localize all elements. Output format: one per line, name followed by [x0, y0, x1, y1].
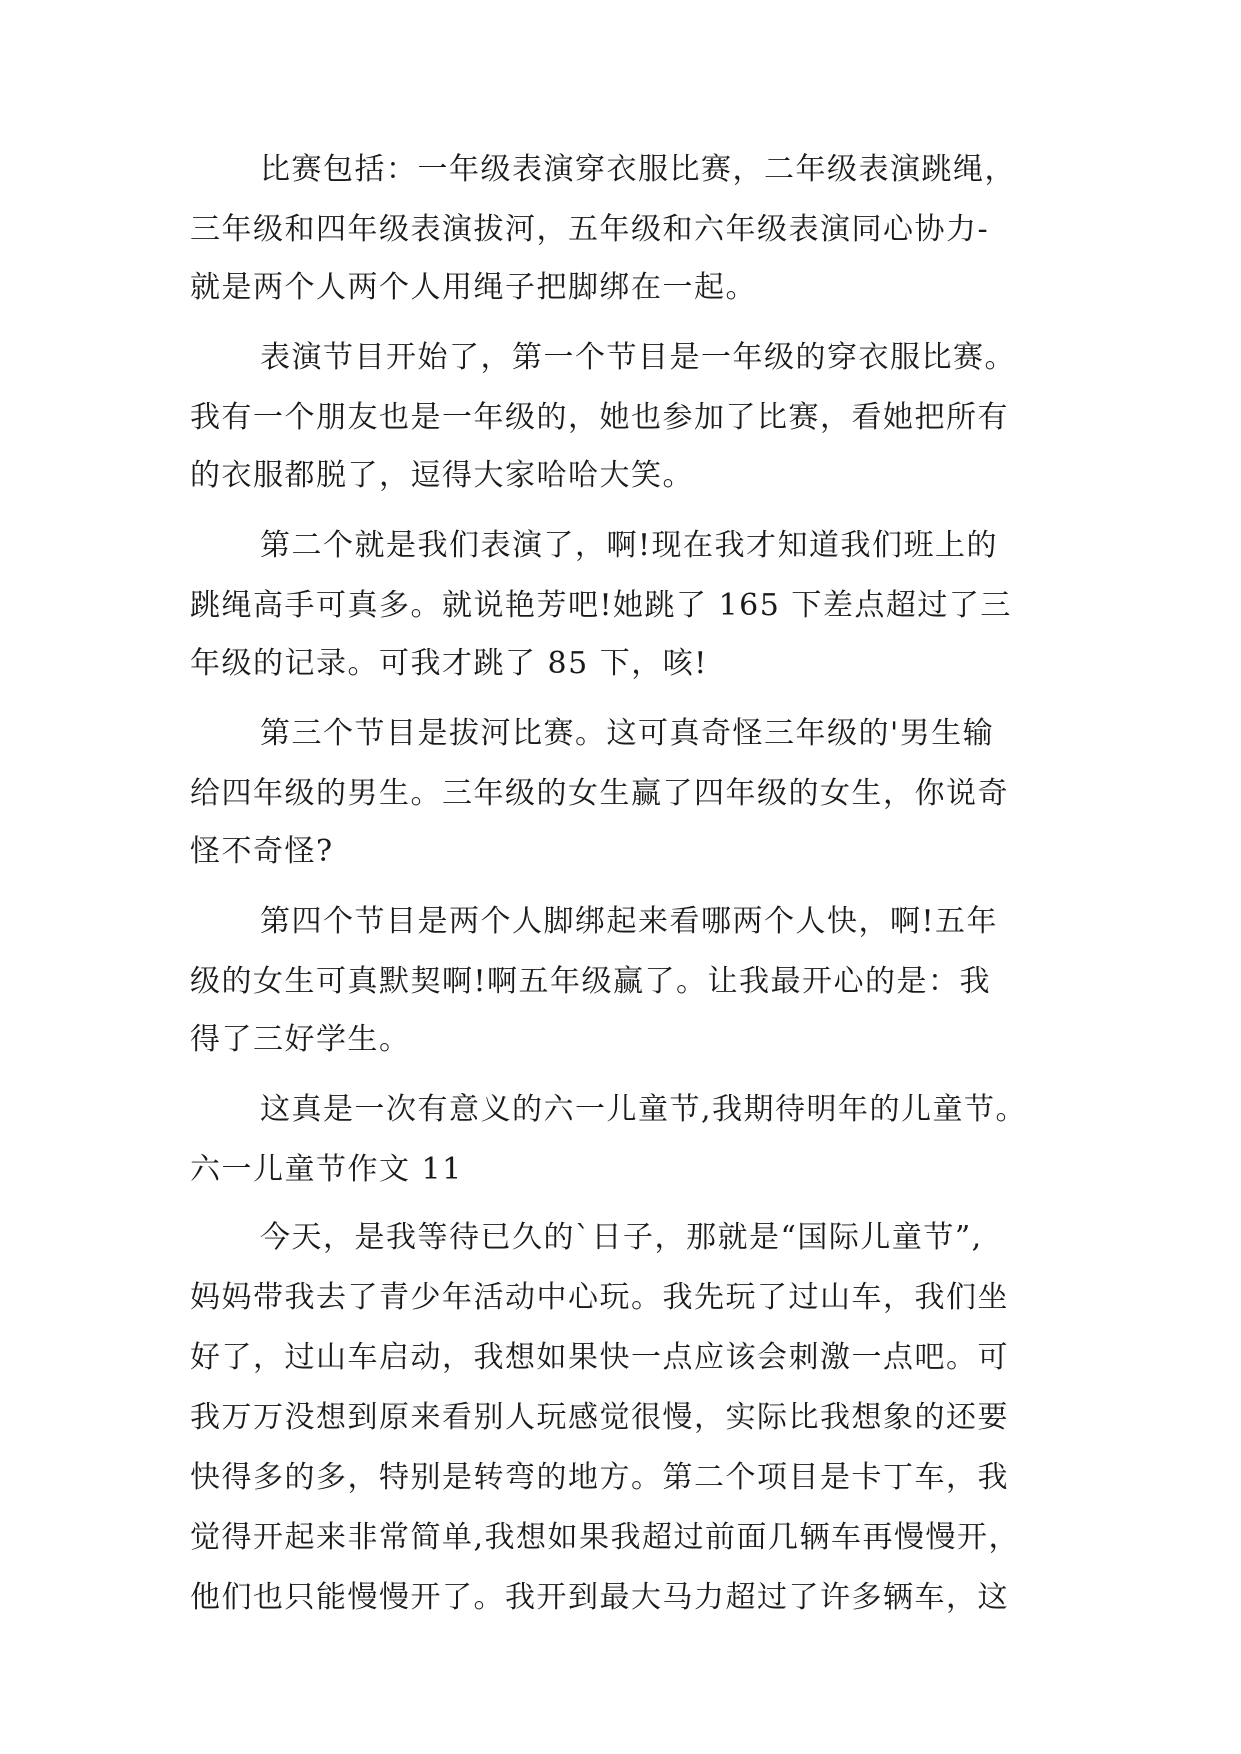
text-line: 我万万没想到原来看别人玩感觉很慢，实际比我想象的还要	[190, 1400, 1009, 1435]
text-line: 级的女生可真默契啊!啊五年级赢了。让我最开心的是：我	[190, 964, 992, 999]
text-line: 怪不奇怪?	[190, 834, 334, 869]
text-line: 觉得开起来非常简单,我想如果我超过前面几辆车再慢慢开，	[190, 1520, 1021, 1555]
text-line: 他们也只能慢慢开了。我开到最大马力超过了许多辆车，这	[190, 1580, 1009, 1615]
text-line: 第三个节目是拔河比赛。这可真奇怪三年级的'男生输	[260, 716, 995, 751]
section-heading: 六一儿童节作文 11	[190, 1152, 463, 1187]
text-line: 就是两个人两个人用绳子把脚绑在一起。	[190, 270, 757, 305]
text-line: 给四年级的男生。三年级的女生赢了四年级的女生，你说奇	[190, 776, 1009, 811]
text-line: 比赛包括：一年级表演穿衣服比赛，二年级表演跳绳，	[260, 152, 1016, 187]
text-line: 快得多的多，特别是转弯的地方。第二个项目是卡丁车，我	[190, 1460, 1009, 1495]
text-line: 今天，是我等待已久的`日子，那就是“国际儿童节”,	[260, 1220, 983, 1255]
text-line: 三年级和四年级表演拔河，五年级和六年级表演同心协力-	[190, 212, 990, 247]
text-line: 这真是一次有意义的六一儿童节,我期待明年的儿童节。	[260, 1092, 1028, 1127]
text-line: 得了三好学生。	[190, 1022, 411, 1057]
text-line: 我有一个朋友也是一年级的，她也参加了比赛，看她把所有	[190, 400, 1009, 435]
text-line: 第二个就是我们表演了，啊!现在我才知道我们班上的	[260, 528, 999, 563]
text-line: 好了，过山车启动，我想如果快一点应该会刺激一点吧。可	[190, 1340, 1009, 1375]
text-line: 跳绳高手可真多。就说艳芳吧!她跳了 165 下差点超过了三	[190, 588, 1012, 623]
text-line: 妈妈带我去了青少年活动中心玩。我先玩了过山车，我们坐	[190, 1280, 1009, 1315]
text-line: 年级的记录。可我才跳了 85 下，咳!	[190, 646, 708, 681]
text-line: 第四个节目是两个人脚绑起来看哪两个人快，啊!五年	[260, 904, 999, 939]
text-line: 的衣服都脱了，逗得大家哈哈大笑。	[190, 458, 694, 493]
text-line: 表演节目开始了，第一个节目是一年级的穿衣服比赛。	[260, 340, 1016, 375]
